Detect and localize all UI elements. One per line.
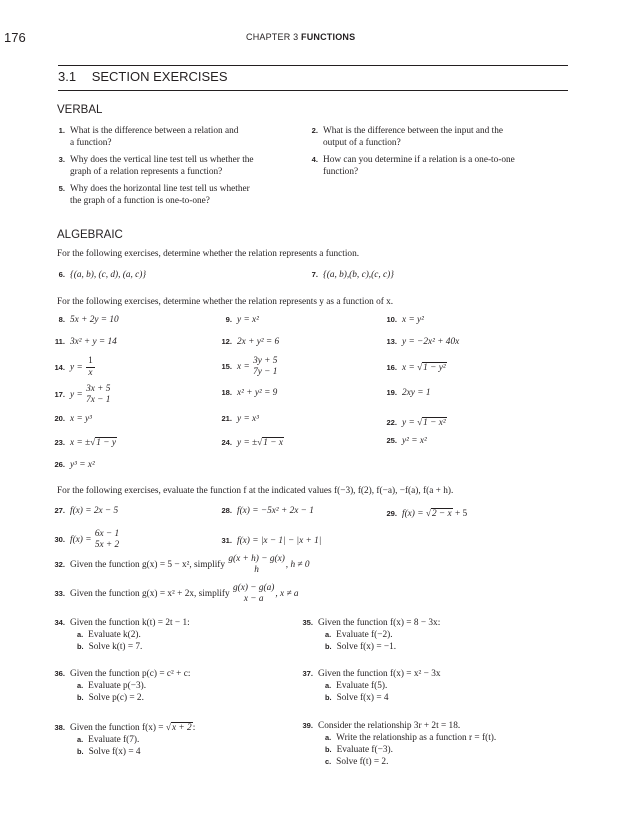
fraction [95,529,119,551]
exercise-text: function? [323,167,359,177]
exercise-30 [52,529,120,551]
exercise-37 [300,668,441,704]
intro-relation: For the following exercises, determine whether the relation represents a function. [57,249,360,259]
part-text: Solve k(t) = 7. [88,642,143,652]
exercise-15 [219,356,278,378]
exercise-number: 31. [221,536,232,545]
exercise-expr: {(a, b),(b, c),(c, c)} [323,270,394,280]
exercise-number: 17. [54,390,65,400]
part-text: Solve f(x) = 4 [88,747,141,757]
exercise-22 [384,417,447,429]
exercise-number: 3. [58,155,65,164]
fraction-numerator: 3y + 5 [253,356,278,366]
chapter-label: CHAPTER 3 [246,32,299,42]
exercise-16 [384,362,447,374]
exercise-number: 30. [54,535,65,545]
section-number: 3.1 [58,69,77,84]
exercise-expr: y = x² [237,315,259,325]
exercise-2 [305,125,503,149]
exercise-21 [219,413,259,425]
exercise-text: Given the function f(x) = 8 − 3x: [318,618,441,628]
exercise-expr: 2x + y² = 6 [237,337,280,347]
exercise-14 [52,356,96,379]
exercise-number: 10. [386,315,397,324]
exercise-expr: y = x³ [237,414,259,424]
part-text: Evaluate f(−3). [336,745,393,755]
exercise-rhs: + 5 [454,509,468,519]
fraction-denominator: x [88,368,93,378]
fraction-numerator: 3x + 5 [86,384,111,394]
exercise-number: 5. [58,184,65,193]
part-label: b. [325,693,332,702]
exercise-number: 7. [311,270,318,279]
exercise-expr: f(x) = |x − 1| − |x + 1| [237,536,322,546]
exercise-number: 11. [54,337,65,346]
exercise-number: 4. [311,155,318,164]
exercise-text: Why does the vertical line test tell us whether the [70,155,254,165]
exercise-number: 21. [221,414,232,423]
exercise-condition: , h ≠ 0 [285,560,310,571]
exercise-31 [219,535,321,547]
exercise-number: 33. [54,589,65,599]
part-text: Solve p(c) = 2. [88,693,144,703]
exercise-7 [305,269,394,281]
exercise-34 [52,617,190,653]
intro-y-function: For the following exercises, determine whether the relation represents y as a function of x. [57,297,394,307]
exercise-text: Given the function g(x) = 5 − x², simplify [70,560,226,571]
exercise-number: 35. [302,618,313,627]
exercise-25 [384,435,427,447]
fraction-denominator: x − a [243,594,264,604]
part-text: Write the relationship as a function r = f(t). [336,733,497,743]
exercise-text: What is the difference between a relation and [70,126,239,136]
radical-icon: √ [90,438,96,448]
exercise-number: 28. [221,506,232,515]
radical-icon: √ [417,418,423,428]
radical-icon: √ [165,723,171,733]
fraction-denominator: 5x + 2 [94,540,120,550]
exercise-19 [384,387,430,399]
exercise-9 [219,314,259,326]
exercise-number: 2. [311,126,318,135]
exercise-number: 29. [386,509,397,518]
exercise-36 [52,668,190,704]
exercise-23 [52,437,117,449]
part-label: b. [325,642,332,651]
section-rule-top [58,65,568,66]
exercise-32 [52,554,310,576]
radical-icon: √ [417,363,423,373]
radicand: 1 − x [263,438,283,448]
fraction-denominator: h [254,565,259,575]
part-label: b. [77,693,84,702]
intro-evaluate: For the following exercises, evaluate the function f at the indicated values f(−3), f(2), f(−a), −f(a), f(a + h). [57,486,454,496]
exercise-text: Given the function p(c) = c² + c: [70,669,191,679]
fraction [253,356,277,378]
exercise-lhs: f(x) = [402,509,424,519]
exercise-expr: f(x) = 2x − 5 [70,506,119,516]
exercise-5 [52,183,250,207]
radicand: x + 2 [171,723,192,733]
fraction [86,384,110,406]
exercise-number: 26. [54,460,65,469]
exercise-text: How can you determine if a relation is a one-to-one [323,155,515,165]
exercise-expr: x = y² [402,315,424,325]
part-text: Evaluate f(5). [336,681,388,691]
fraction [228,554,284,576]
exercise-number: 8. [58,315,65,324]
exercise-6 [52,269,146,281]
exercise-number: 20. [54,414,65,423]
exercise-29 [384,508,467,520]
part-text: Solve f(x) = −1. [336,642,397,652]
fraction-numerator: 1 [88,356,93,366]
fraction-numerator: g(x + h) − g(x) [228,554,285,564]
exercise-lhs: y = ± [237,438,258,448]
exercise-number: 6. [58,270,65,279]
part-text: Solve f(t) = 2. [336,757,389,767]
exercise-number: 38. [54,723,65,732]
part-label: a. [77,681,84,690]
exercise-expr: y = −2x² + 40x [402,337,460,347]
exercise-13 [384,336,459,348]
exercise-text: Given the function f(x) = x² − 3x [318,669,441,679]
part-text: Evaluate p(−3). [88,681,147,691]
exercise-27 [52,505,118,517]
exercise-24 [219,437,284,449]
section-title [58,69,228,84]
part-label: b. [325,745,332,754]
radicand: 1 − y [96,438,116,448]
exercise-text: the graph of a function is one-to-one? [70,196,210,206]
exercise-number: 24. [221,438,232,447]
exercise-number: 27. [54,506,65,515]
section-name: SECTION EXERCISES [91,69,228,84]
exercise-number: 1. [58,126,65,135]
radicand: 2 − x [431,509,452,519]
exercise-lhs: y = [70,390,83,401]
exercise-number: 37. [302,669,313,678]
exercise-number: 32. [54,560,65,570]
exercise-expr: x² + y² = 9 [237,388,278,398]
running-header [246,32,355,42]
part-text: Evaluate f(7). [88,735,140,745]
fraction-denominator: 7x − 1 [86,395,111,405]
part-label: a. [77,630,84,639]
exercise-expr: f(x) = −5x² + 2x − 1 [237,506,314,516]
part-label: a. [77,735,84,744]
part-text: Solve f(x) = 4 [336,693,389,703]
exercise-lhs: x = [402,363,415,373]
exercise-text: Given the function f(x) = [70,723,164,733]
fraction [86,356,95,379]
exercise-number: 34. [54,618,65,627]
exercise-38 [52,722,195,758]
exercise-lhs: y = [402,418,415,428]
exercise-number: 14. [54,362,65,372]
exercise-4 [305,154,515,178]
exercise-condition: , x ≠ a [275,589,299,600]
exercise-expr: y² = x² [402,436,427,446]
exercise-number: 18. [221,388,232,397]
exercise-lhs: f(x) = [70,535,92,546]
exercise-28 [219,505,314,517]
exercise-number: 15. [221,362,232,372]
exercise-number: 16. [386,363,397,372]
part-label: a. [325,630,332,639]
exercise-39 [300,720,496,768]
exercise-number: 22. [386,418,397,427]
exercise-number: 39. [302,721,313,730]
part-label: a. [325,681,332,690]
exercise-text: a function? [70,138,112,148]
radicand: 1 − y² [423,363,446,373]
exercise-expr: 5x + 2y = 10 [70,315,119,325]
verbal-heading: VERBAL [57,104,103,116]
fraction-numerator: 6x − 1 [94,529,120,539]
fraction-numerator: g(x) − g(a) [233,583,275,593]
exercise-lhs: x = ± [70,438,91,448]
exercise-text-end: : [192,723,196,733]
exercise-12 [219,336,279,348]
exercise-lhs: x = [237,362,250,373]
exercise-20 [52,413,92,425]
exercise-33 [52,583,299,605]
exercise-number: 9. [225,315,232,324]
page-number: 176 [4,30,26,45]
exercise-1 [52,125,238,149]
exercise-number: 13. [386,337,397,346]
exercise-number: 12. [221,337,232,346]
exercise-text: output of a function? [323,138,401,148]
exercise-10 [384,314,424,326]
exercise-text: Consider the relationship 3r + 2t = 18. [318,721,461,731]
part-label: a. [325,733,332,742]
exercise-number: 25. [386,436,397,445]
exercise-11 [52,336,117,348]
exercise-lhs: y = [70,362,83,373]
exercise-expr: y³ = x² [70,460,95,470]
exercise-text: Given the function k(t) = 2t − 1: [70,618,190,628]
exercise-expr: 2xy = 1 [402,388,431,398]
part-label: b. [77,747,84,756]
exercise-expr: 3x² + y = 14 [70,337,117,347]
radical-icon: √ [425,509,431,519]
section-rule-bottom [58,90,568,91]
exercise-17 [52,384,111,406]
exercise-26 [52,459,95,471]
part-label: c. [325,757,332,766]
exercise-text: Why does the horizontal line test tell us whether [70,184,250,194]
chapter-title: FUNCTIONS [301,32,356,42]
fraction [233,583,274,605]
exercise-number: 36. [54,669,65,678]
exercise-3 [52,154,254,178]
exercise-35 [300,617,440,653]
exercise-number: 23. [54,438,65,447]
exercise-expr: {(a, b), (c, d), (a, c)} [70,270,147,280]
part-text: Evaluate f(−2). [336,630,393,640]
algebraic-heading: ALGEBRAIC [57,229,123,241]
part-label: b. [77,642,84,651]
radicand: 1 − x² [423,418,446,428]
radical-icon: √ [257,438,263,448]
exercise-text: Given the function g(x) = x² + 2x, simplify [70,589,230,600]
fraction-denominator: 7y − 1 [253,367,278,377]
exercise-expr: x = y³ [70,414,92,424]
exercise-text: What is the difference between the input and the [323,126,504,136]
exercise-text: graph of a relation represents a function? [70,167,223,177]
exercise-18 [219,387,277,399]
exercise-8 [52,314,119,326]
exercise-number: 19. [386,388,397,397]
part-text: Evaluate k(2). [88,630,141,640]
